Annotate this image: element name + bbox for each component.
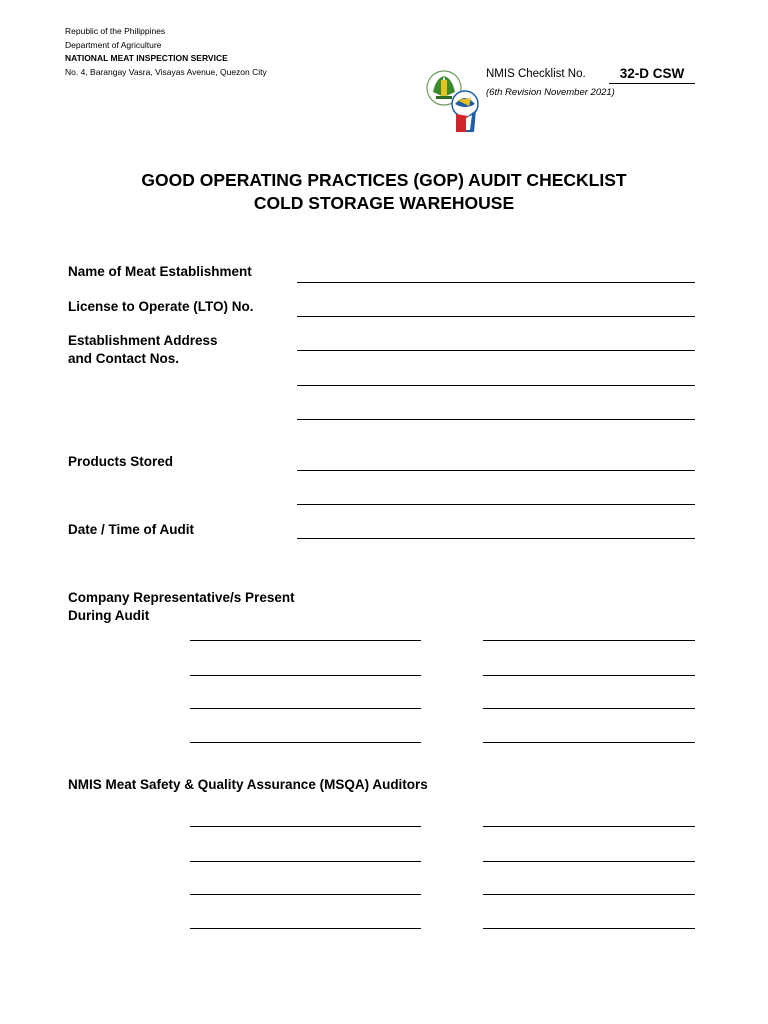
agency-republic: Republic of the Philippines (65, 26, 166, 36)
auditors-label: NMIS Meat Safety & Quality Assurance (MSQA) Auditors (68, 777, 428, 792)
address-field-1[interactable] (297, 350, 695, 351)
company-rep-label: Company Representative/s Present (68, 590, 295, 605)
contact-label: and Contact Nos. (68, 351, 180, 366)
company-rep-field[interactable] (483, 742, 695, 743)
checklist-number-underline (609, 83, 695, 84)
company-rep-field[interactable] (483, 640, 695, 641)
auditor-field[interactable] (190, 894, 421, 895)
auditor-field[interactable] (190, 826, 421, 827)
address-label: Establishment Address (68, 333, 218, 348)
checklist-number: 32-D CSW (619, 66, 685, 81)
establishment-name-field[interactable] (297, 282, 695, 283)
agency-address: No. 4, Barangay Vasra, Visayas Avenue, Quezon City (65, 66, 267, 77)
company-rep-field[interactable] (190, 640, 421, 641)
checklist-label: NMIS Checklist No. (486, 68, 586, 80)
document-title: GOOD OPERATING PRACTICES (GOP) AUDIT CHECKLIST (141, 170, 627, 190)
auditor-field[interactable] (483, 826, 695, 827)
auditor-field[interactable] (190, 861, 421, 862)
products-field-2[interactable] (297, 504, 695, 505)
auditor-field[interactable] (483, 928, 695, 929)
company-rep-field[interactable] (190, 742, 421, 743)
address-field-2[interactable] (297, 385, 695, 386)
date-time-field[interactable] (297, 538, 695, 539)
company-rep-label-2: During Audit (68, 608, 150, 623)
auditor-field[interactable] (190, 928, 421, 929)
lto-field[interactable] (297, 316, 695, 317)
agency-logo-icon (424, 66, 484, 134)
lto-label: License to Operate (LTO) No. (68, 299, 254, 314)
date-time-label: Date / Time of Audit (68, 522, 195, 537)
agency-name: NATIONAL MEAT INSPECTION SERVICE (65, 53, 228, 64)
company-rep-field[interactable] (483, 708, 695, 709)
agency-header (65, 25, 267, 79)
company-rep-field[interactable] (190, 675, 421, 676)
company-rep-field[interactable] (190, 708, 421, 709)
establishment-name-label: Name of Meat Establishment (68, 264, 252, 279)
auditor-field[interactable] (483, 861, 695, 862)
company-rep-field[interactable] (483, 675, 695, 676)
agency-department: Department of Agriculture (65, 39, 162, 50)
products-label: Products Stored (68, 454, 174, 469)
document-subtitle: COLD STORAGE WAREHOUSE (253, 193, 515, 213)
checklist-revision: (6th Revision November 2021) (486, 87, 615, 98)
products-field-1[interactable] (297, 470, 695, 471)
address-field-3[interactable] (297, 419, 695, 420)
auditor-field[interactable] (483, 894, 695, 895)
